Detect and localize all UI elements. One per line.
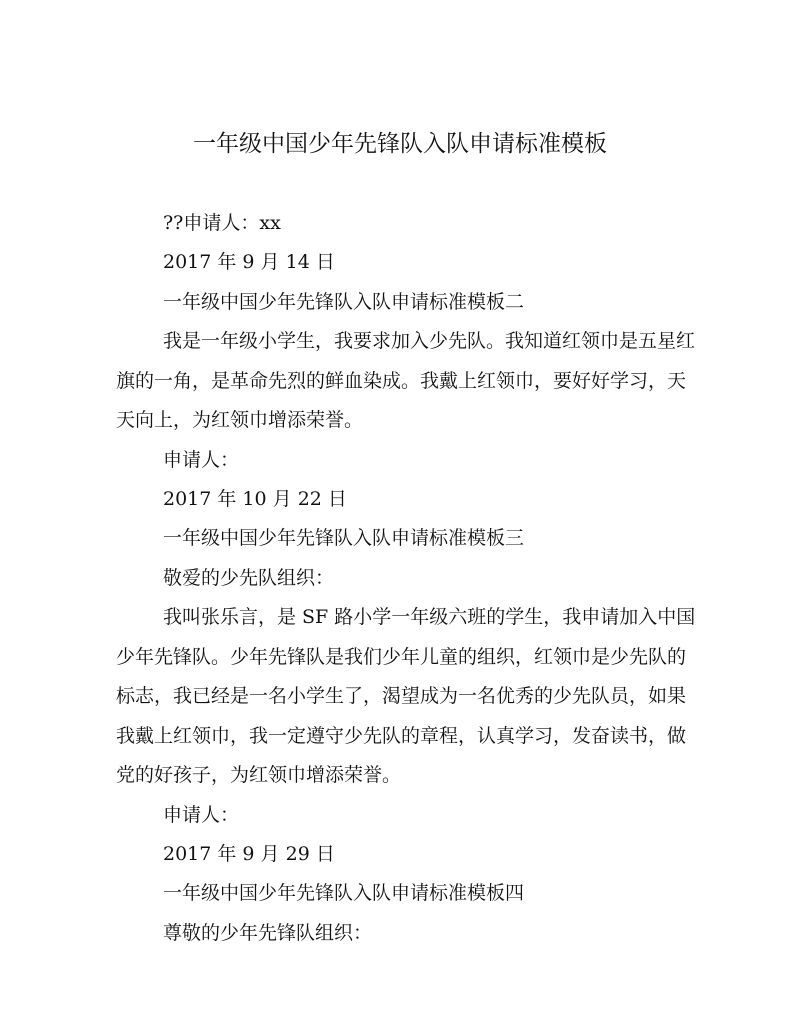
applicant-line: ??申请人：xx (163, 212, 281, 234)
paragraph-line: 我叫张乐言，是 SF 路小学一年级六班的学生，我申请加入中国 (163, 606, 696, 628)
section-heading: 一年级中国少年先锋队入队申请标准模板二 (163, 291, 525, 313)
salutation-line: 敬爱的少先队组织： (163, 567, 335, 589)
date-line: 2017 年 9 月 29 日 (163, 843, 335, 865)
document-title: 一年级中国少年先锋队入队申请标准模板 (193, 131, 607, 157)
paragraph-line: 我是一年级小学生，我要求加入少先队。我知道红领巾是五星红 (163, 330, 696, 352)
section-heading: 一年级中国少年先锋队入队申请标准模板三 (163, 527, 525, 549)
paragraph-line: 党的好孩子，为红领巾增添荣誉。 (116, 764, 402, 786)
section-heading: 一年级中国少年先锋队入队申请标准模板四 (163, 882, 525, 904)
paragraph-line: 我戴上红领巾，我一定遵守少先队的章程，认真学习，发奋读书，做 (116, 725, 687, 747)
paragraph-line: 旗的一角，是革命先烈的鲜血染成。我戴上红领巾，要好好学习，天 (116, 370, 687, 392)
paragraph-line: 天向上，为红领巾增添荣誉。 (116, 409, 364, 431)
date-line: 2017 年 10 月 22 日 (163, 488, 347, 510)
applicant-line: 申请人： (163, 804, 240, 826)
paragraph-line: 少年先锋队。少年先锋队是我们少年儿童的组织，红领巾是少先队的 (116, 646, 687, 668)
paragraph-line: 标志，我已经是一名小学生了，渴望成为一名优秀的少先队员，如果 (116, 685, 687, 707)
applicant-line: 申请人： (163, 449, 240, 471)
date-line: 2017 年 9 月 14 日 (163, 251, 335, 273)
salutation-line: 尊敬的少年先锋队组织： (163, 922, 373, 944)
